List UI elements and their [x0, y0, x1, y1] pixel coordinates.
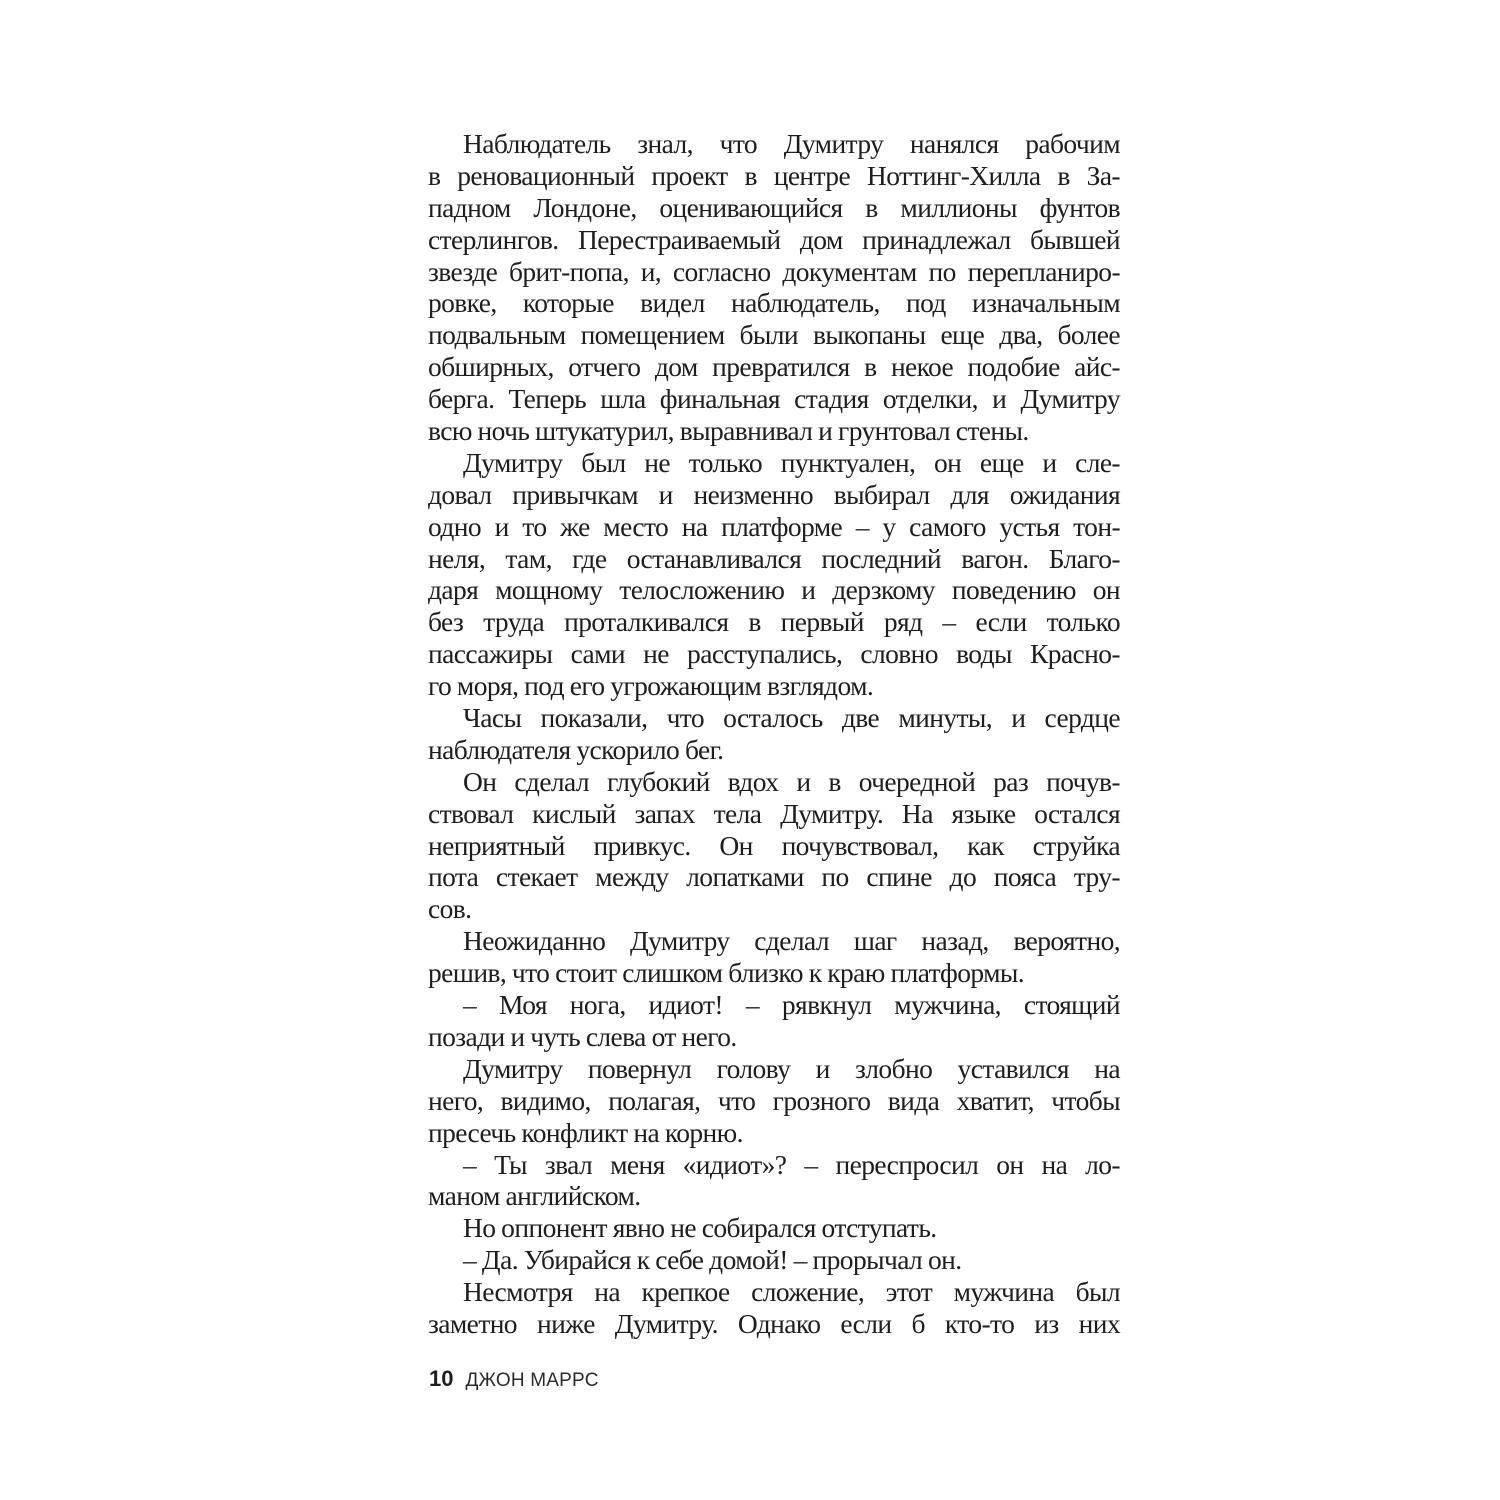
text-line: го моря, под его угрожающим взглядом. [428, 670, 874, 702]
text-line: без труда проталкивался в первый ряд – если только [428, 606, 1120, 638]
text-line: ровке, которые видел наблюдатель, под изначальным [428, 287, 1120, 319]
text-line: пресечь конфликт на корню. [428, 1116, 743, 1148]
text-line: – Да. Убирайся к себе домой! – прорычал он. [463, 1244, 962, 1276]
text-line: обширных, отчего дом превратился в некое подобие айс- [428, 351, 1120, 383]
text-line: стерлингов. Перестраиваемый дом принадлежал бывшей [428, 223, 1120, 255]
text-line: в реновационный проект в центре Ноттинг-Хилла в За- [428, 159, 1120, 191]
text-line: пассажиры сами не расступались, словно воды Красно- [428, 638, 1120, 670]
text-line: сов. [428, 893, 472, 925]
page-number: 10 [429, 1366, 454, 1391]
text-line: звезде брит-попа, и, согласно документам по перепланиро- [428, 255, 1120, 287]
text-line: падном Лондоне, оценивающийся в миллионы фунтов [428, 191, 1120, 223]
running-head-author: ДЖОН МАРРС [465, 1370, 599, 1391]
text-line: неля, там, где останавливался последний вагон. Благо- [428, 542, 1120, 574]
text-line: подвальным помещением были выкопаны еще два, более [428, 319, 1120, 351]
text-line: Думитру повернул голову и злобно уставился на [463, 1052, 1120, 1084]
text-line: всю ночь штукатурил, выравнивал и грунтовал стены. [428, 415, 1029, 447]
text-line: Часы показали, что осталось две минуты, и сердце [463, 702, 1120, 734]
text-line: него, видимо, полагая, что грозного вида хватит, чтобы [428, 1084, 1120, 1116]
text-line: пота стекает между лопатками по спине до пояса тру- [428, 861, 1120, 893]
text-line: Неожиданно Думитру сделал шаг назад, вероятно, [463, 925, 1120, 957]
text-line: Несмотря на крепкое сложение, этот мужчина был [463, 1276, 1120, 1308]
text-line: неприятный привкус. Он почувствовал, как струйка [428, 829, 1120, 861]
text-line: ствовал кислый запах тела Думитру. На языке остался [428, 797, 1120, 829]
text-line: даря мощному телосложению и дерзкому поведению он [428, 574, 1120, 606]
text-line: наблюдателя ускорило бег. [428, 733, 724, 765]
text-line: – Моя нога, идиот! – рявкнул мужчина, стоящий [463, 989, 1120, 1021]
text-line: позади и чуть слева от него. [428, 1020, 737, 1052]
text-line: Думитру был не только пунктуален, он еще и сле- [463, 446, 1120, 478]
text-line: – Ты звал меня «идиот»? – переспросил он на ло- [463, 1148, 1120, 1180]
body-text [428, 128, 1120, 1340]
text-line: маном английском. [428, 1180, 641, 1212]
text-line: решив, что стоит слишком близко к краю платформы. [428, 957, 1025, 989]
text-line: Но оппонент явно не собирался отступать. [463, 1212, 937, 1244]
text-line: Наблюдатель знал, что Думитру нанялся рабочим [463, 128, 1120, 159]
text-line: довал привычкам и неизменно выбирал для ожидания [428, 478, 1120, 510]
text-line: заметно ниже Думитру. Однако если б кто-то из них [428, 1307, 1120, 1339]
text-line: Он сделал глубокий вдох и в очередной раз почув- [463, 765, 1120, 797]
page-footer [429, 1366, 599, 1392]
text-line: одно и то же место на платформе – у самого устья тон- [428, 510, 1120, 542]
text-line: берга. Теперь шла финальная стадия отделки, и Думитру [428, 383, 1120, 415]
